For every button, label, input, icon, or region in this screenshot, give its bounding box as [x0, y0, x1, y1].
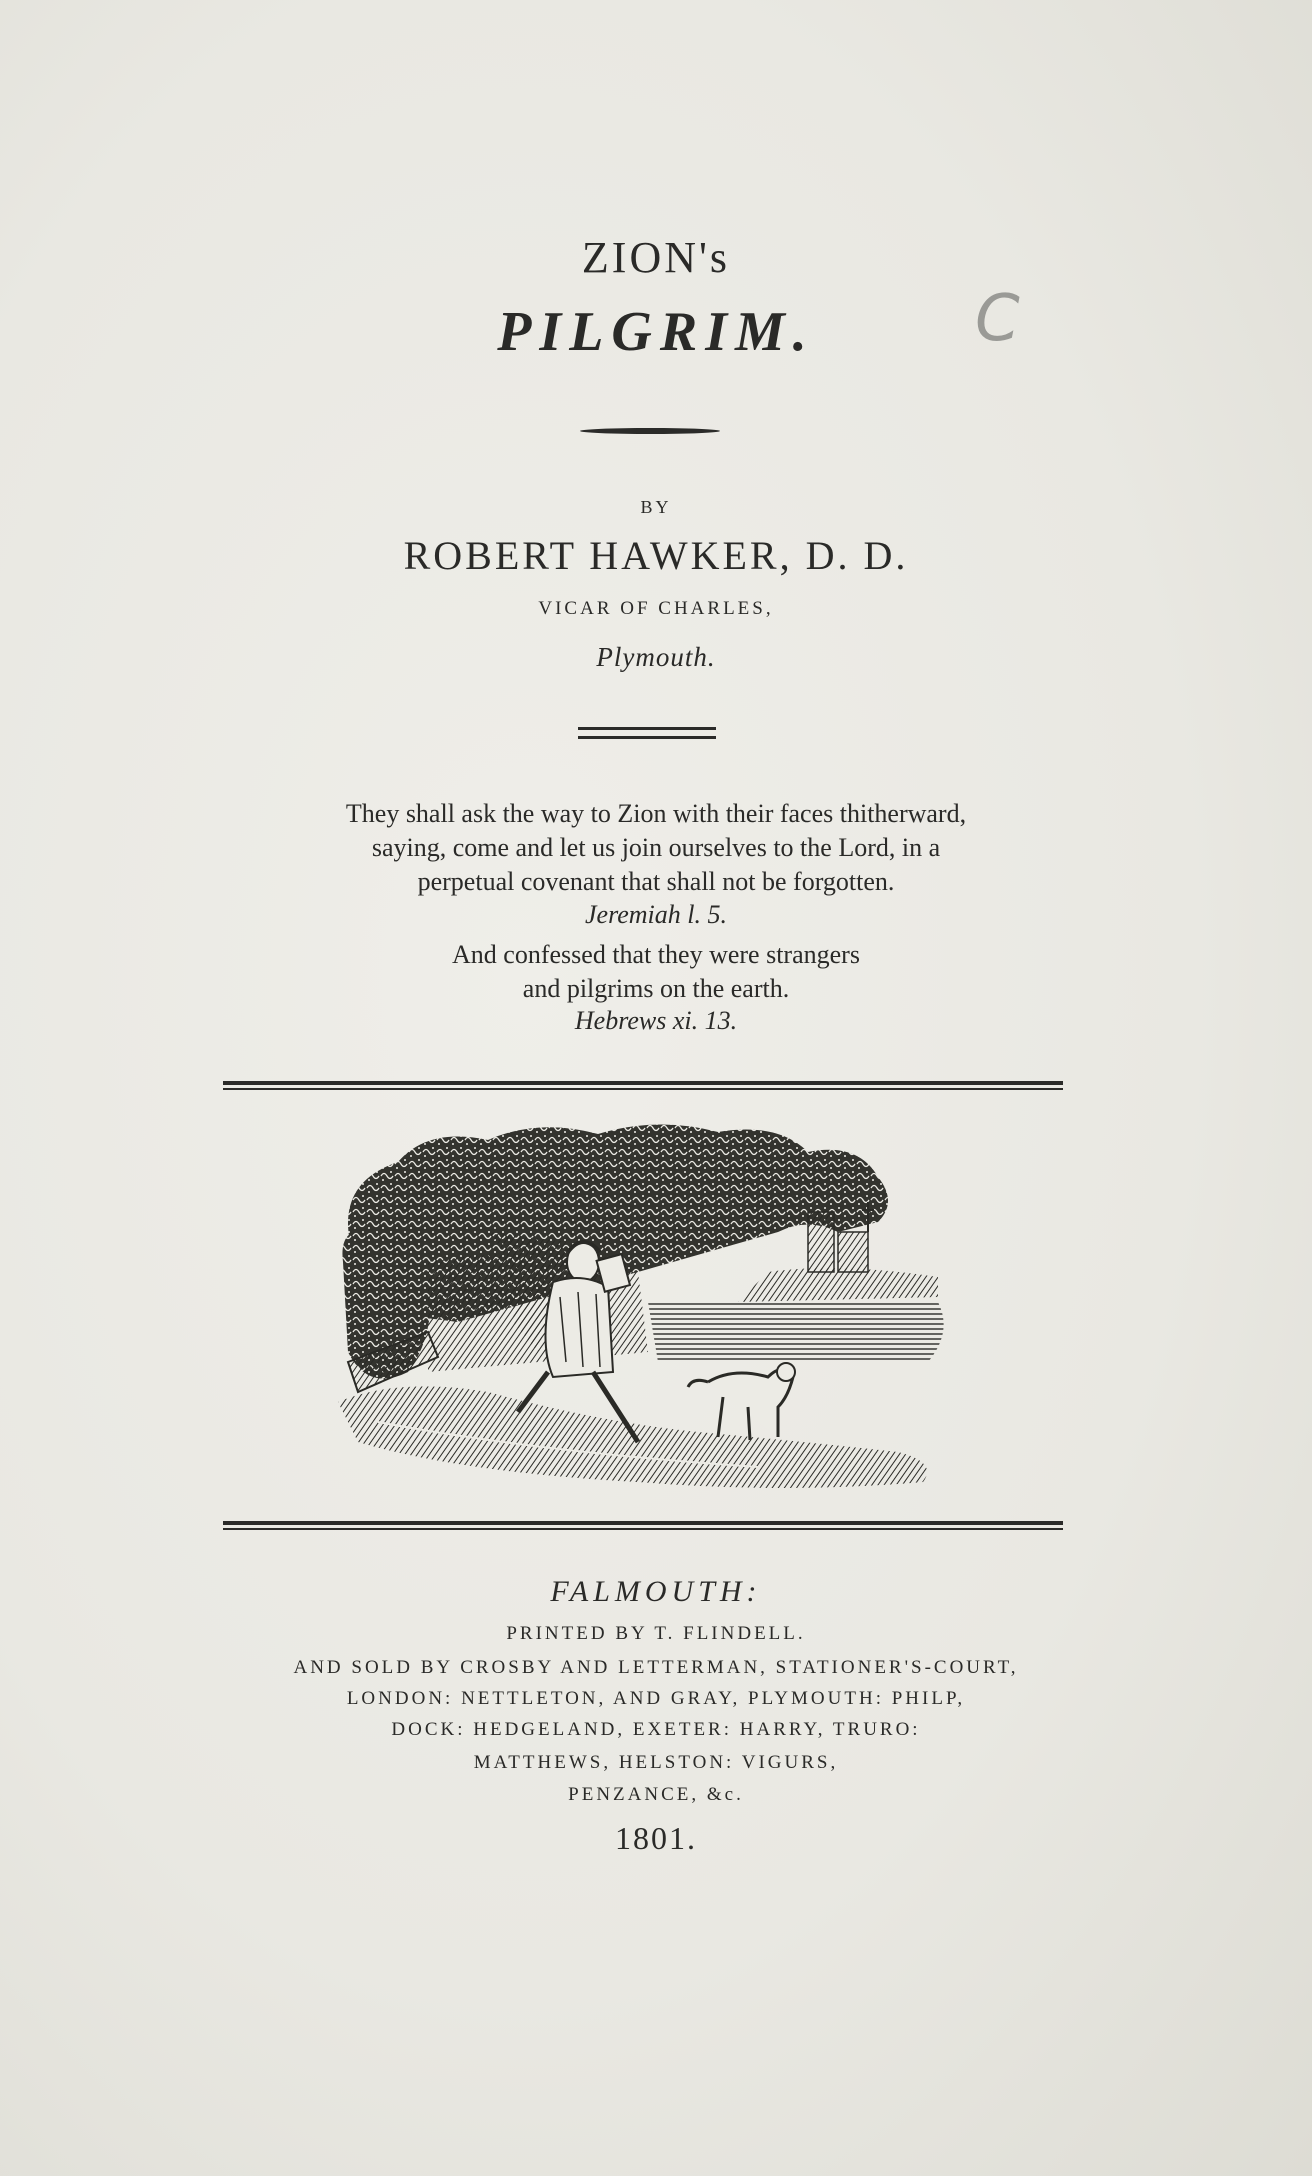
author-place: Plymouth. — [596, 642, 716, 672]
epigraph-1-reference: Jeremiah l. 5. — [585, 900, 727, 929]
ornamental-rule — [580, 428, 720, 434]
imprint-city: FALMOUTH: — [550, 1575, 762, 1608]
epigraph-1-line-2: saying, come and let us join ourselves to the Lord, in a — [371, 833, 941, 862]
imprint-line-6: PENZANCE, &c. — [568, 1784, 744, 1805]
epigraph-1-line-1: They shall ask the way to Zion with their faces thitherward, — [345, 799, 967, 828]
frame-rule-bottom — [223, 1521, 1063, 1530]
title-line-2: PILGRIM. — [497, 301, 815, 363]
imprint-line-2: AND SOLD BY CROSBY AND LETTERMAN, STATIONER'S-COURT, — [293, 1657, 1019, 1678]
author-name: ROBERT HAWKER, D. D. — [403, 533, 909, 578]
epigraph-2-line-1: And confessed that they were strangers — [452, 940, 860, 969]
frame-rule-top — [223, 1081, 1063, 1090]
imprint-line-1: PRINTED BY T. FLINDELL. — [506, 1623, 806, 1644]
epigraph-1-line-3: perpetual covenant that shall not be forgotten. — [417, 867, 895, 896]
title-line-1: ZION's — [581, 233, 731, 282]
epigraph-2-line-2: and pilgrims on the earth. — [522, 974, 790, 1003]
imprint-line-5: MATTHEWS, HELSTON: VIGURS, — [473, 1752, 839, 1773]
epigraph-2-reference: Hebrews xi. 13. — [574, 1006, 738, 1035]
pencil-mark: C — [975, 282, 1020, 356]
imprint-line-3: LONDON: NETTLETON, AND GRAY, PLYMOUTH: PHILP, — [346, 1688, 966, 1709]
woodcut-illustration — [338, 1122, 952, 1492]
author-position: VICAR OF CHARLES, — [538, 598, 774, 619]
imprint-year: 1801. — [615, 1820, 697, 1856]
by-line: BY — [640, 497, 672, 517]
double-rule — [578, 727, 716, 739]
imprint-line-4: DOCK: HEDGELAND, EXETER: HARRY, TRURO: — [391, 1719, 921, 1740]
